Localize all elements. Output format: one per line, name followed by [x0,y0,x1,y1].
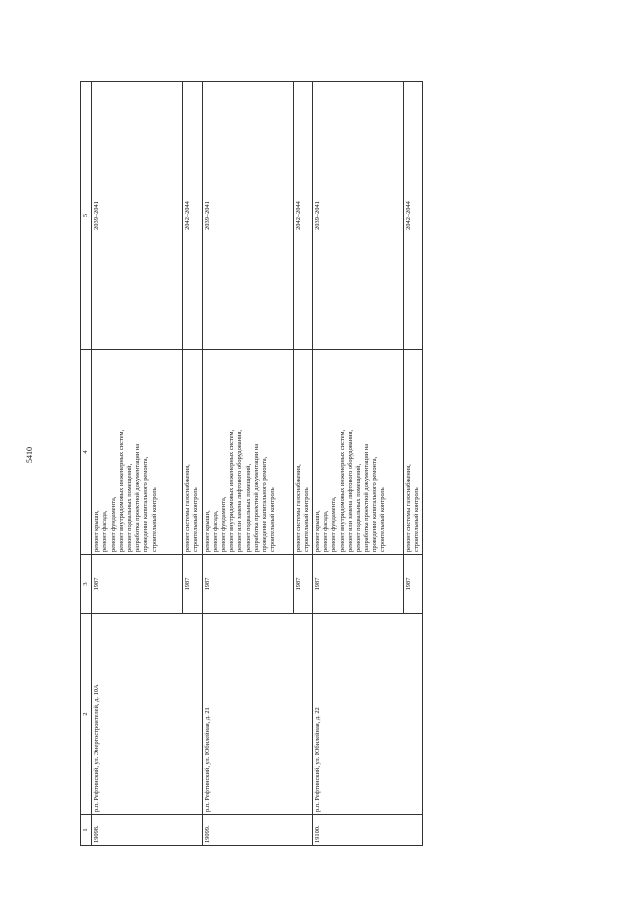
row-period: 2042–2044 [183,82,202,350]
row-address: р.п. Рефтинский, ул. Юбилейная, д. 22 [312,614,422,815]
work-item: ремонт или замена лифтового оборудования, [346,429,354,552]
row-works [183,350,202,555]
work-item: ремонт внутридомовых инженерных систем, [117,429,125,552]
work-item: ремонт фасада, [101,510,109,552]
work-item: ремонт системы газоснабжения, [294,464,302,552]
row-build-year: 1987 [293,555,312,614]
work-item: строительный контроль [302,487,310,552]
work-item: ремонт подвальных помещений, [125,463,133,552]
work-item: разработка проектной документации на [363,443,371,552]
row-number: 19098. [92,815,202,846]
work-item: проведение капитального ремонта, [371,456,379,552]
row-period: 2039–2041 [202,82,293,350]
work-item: ремонт фасада, [211,510,219,552]
work-item: ремонт подвальных помещений, [244,463,252,552]
row-works [92,350,183,555]
row-build-year: 1987 [403,555,422,614]
header-col-4: 4 [81,350,92,555]
header-col-3: 3 [81,555,92,614]
row-works [312,350,403,555]
row-period: 2042–2044 [293,82,312,350]
row-number: 19099. [202,815,312,846]
row-period: 2042–2044 [403,82,422,350]
row-address: р.п. Рефтинский, ул. Энергостроителей, д. 10А [92,614,202,815]
row-build-year: 1987 [183,555,202,614]
work-item: ремонт крыши, [313,510,321,552]
work-item: ремонт подвальных помещений, [354,463,362,552]
row-build-year: 1987 [92,555,183,614]
work-item: ремонт фундамента, [109,496,117,552]
work-item: строительный контроль [379,487,387,552]
header-col-5: 5 [81,82,92,350]
table-row [92,82,183,846]
table-row [312,82,403,846]
page-number: 5410 [25,447,34,463]
row-address: р.п. Рефтинский, ул. Юбилейная, д. 21 [202,614,312,815]
row-works [403,350,422,555]
work-item: разработка проектной документации на [134,443,142,552]
work-item: ремонт фундамента, [330,496,338,552]
row-period: 2039–2041 [92,82,183,350]
header-col-2: 2 [81,614,92,815]
work-item: ремонт или замена лифтового оборудования, [236,429,244,552]
row-period: 2039–2041 [312,82,403,350]
row-build-year: 1987 [202,555,293,614]
table-body [92,82,423,846]
work-item: ремонт внутридомовых инженерных систем, [338,429,346,552]
table-header-row [81,82,92,846]
work-item: строительный контроль [269,487,277,552]
document-table-rotated [80,81,520,846]
work-item: ремонт крыши, [93,510,101,552]
work-item: строительный контроль [150,487,158,552]
work-item: строительный контроль [192,487,200,552]
work-item: ремонт фасада, [322,510,330,552]
work-item: проведение капитального ремонта, [260,456,268,552]
work-item: ремонт системы газоснабжения, [184,464,192,552]
row-build-year: 1987 [312,555,403,614]
work-item: ремонт крыши, [203,510,211,552]
work-item: ремонт внутридомовых инженерных систем, [228,429,236,552]
row-works [202,350,293,555]
repair-plan-table [80,81,423,846]
work-item: строительный контроль [413,487,421,552]
row-number: 19100. [312,815,422,846]
work-item: проведение капитального ремонта, [142,456,150,552]
row-works [293,350,312,555]
work-item: ремонт фундамента, [219,496,227,552]
work-item: разработка проектной документации на [252,443,260,552]
table-row [202,82,293,846]
work-item: ремонт системы газоснабжения, [404,464,412,552]
header-col-1: 1 [81,815,92,846]
